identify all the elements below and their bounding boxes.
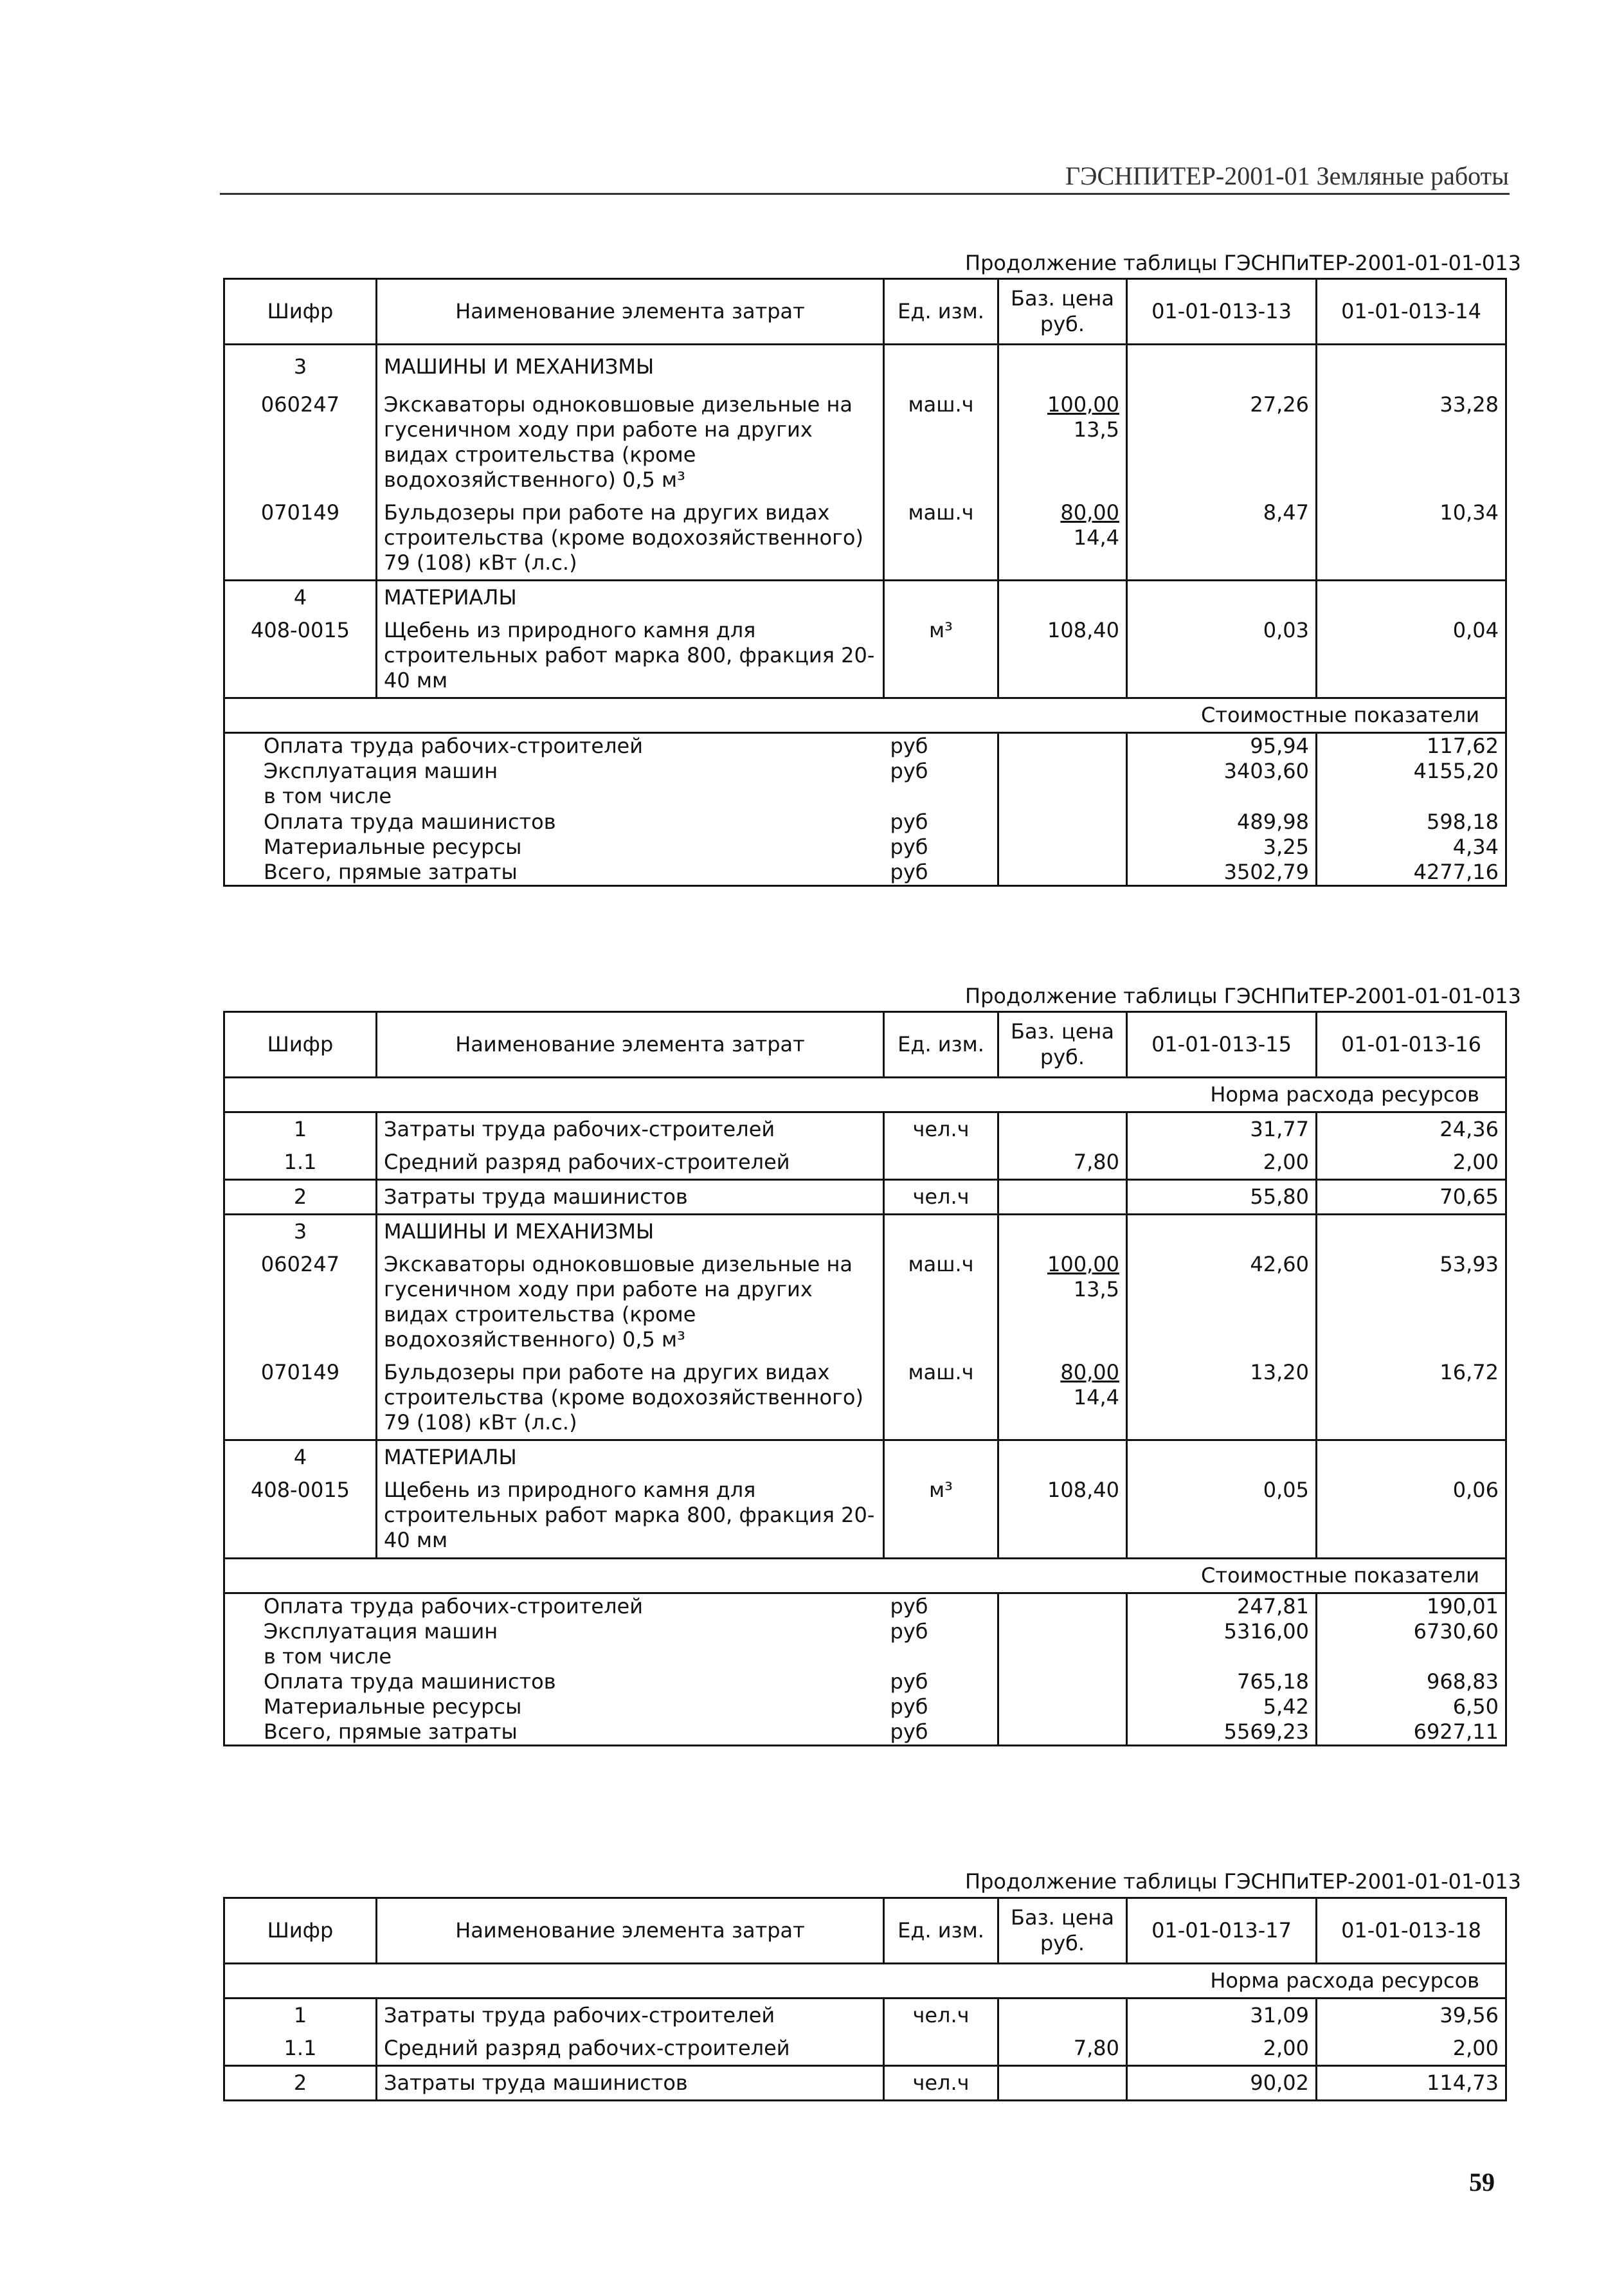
row-value-b: 39,56: [1317, 1999, 1506, 2033]
cost-label-row: [224, 1558, 1506, 1593]
price-value: 80,00: [1060, 500, 1119, 525]
col-price-header: Баз. цена руб.: [998, 1898, 1127, 1964]
row-code: 408-0015: [224, 614, 377, 698]
col-name-header: Наименование элемента затрат: [377, 1898, 884, 1964]
row-value-a: 42,60: [1127, 1248, 1317, 1356]
row-unit: чел.ч: [884, 1180, 998, 1215]
row-price: 108,40: [998, 1474, 1127, 1558]
row-value-b: 70,65: [1317, 1180, 1506, 1215]
row-name: Щебень из природного камня для строительных работ марка 800, фракция 20-40 мм: [377, 614, 884, 698]
row-name: Затраты труда рабочих-строителей: [377, 1999, 884, 2033]
section-title: МАШИНЫ И МЕХАНИЗМЫ: [377, 1215, 884, 1249]
row-name: Экскаваторы одноковшовые дизельные на гусеничном ходу при работе на других видах строительства (кроме водохозяйственного) 0,5 м³: [377, 388, 884, 496]
cost-label: Стоимостные показатели: [224, 698, 1506, 733]
norm-label-row: [224, 1964, 1506, 1999]
col-code-header: Шифр: [224, 1012, 377, 1078]
row-price: [998, 496, 1127, 581]
summary-unit: руб: [884, 733, 998, 759]
col-b-header: 01-01-013-14: [1317, 279, 1506, 345]
table2-caption: Продолжение таблицы ГЭСНПиТЕР-2001-01-01-013: [965, 984, 1521, 1008]
row-price: [998, 388, 1127, 496]
col-code-header: Шифр: [224, 279, 377, 345]
summary-value-b: 190,01: [1317, 1593, 1506, 1619]
summary-name: Эксплуатация машин: [224, 759, 884, 784]
summary-value-a: 95,94: [1127, 733, 1317, 759]
row-unit: чел.ч: [884, 1999, 998, 2033]
row-name: Затраты труда рабочих-строителей: [377, 1112, 884, 1147]
summary-value-a: 3502,79: [1127, 860, 1317, 886]
summary-value-b: 6,50: [1317, 1694, 1506, 1719]
summary-value-b: 4277,16: [1317, 860, 1506, 886]
table-row: [224, 614, 1506, 698]
summary-unit: руб: [890, 1618, 928, 1644]
section-title: МАТЕРИАЛЫ: [377, 581, 884, 615]
row-value-a: 27,26: [1127, 388, 1317, 496]
summary-row: [224, 1694, 1506, 1719]
row-code: 1.1: [224, 1146, 377, 1180]
row-unit: маш.ч: [884, 496, 998, 581]
row-value-b: 0,04: [1317, 614, 1506, 698]
table-row: [224, 1215, 1506, 1249]
summary-name: Материальные ресурсы: [224, 1694, 884, 1719]
summary-name: Оплата труда рабочих-строителей: [224, 733, 884, 759]
row-unit: маш.ч: [884, 1248, 998, 1356]
summary-unit: руб: [890, 1669, 928, 1694]
row-unit: м³: [884, 1474, 998, 1558]
summary-value-b: 6927,11: [1317, 1719, 1506, 1746]
price-secondary: 13,5: [1073, 1277, 1119, 1302]
row-name: Средний разряд рабочих-строителей: [377, 2032, 884, 2066]
summary-unit: руб: [890, 809, 928, 834]
row-unit: маш.ч: [884, 388, 998, 496]
summary-value-b: 117,62: [1317, 733, 1506, 759]
price-secondary: 14,4: [1073, 1385, 1119, 1410]
price-value: 100,00: [1047, 1252, 1119, 1277]
row-price: [998, 1356, 1127, 1440]
summary-row: [224, 1619, 1506, 1644]
row-code: 1.1: [224, 2032, 377, 2066]
row-code: 060247: [224, 1248, 377, 1356]
col-name-header: Наименование элемента затрат: [377, 1012, 884, 1078]
summary-row: [224, 810, 1506, 835]
table-row: [224, 496, 1506, 581]
price-value: 100,00: [1047, 392, 1119, 417]
row-code: 3: [224, 1215, 377, 1249]
table-row: [224, 581, 1506, 615]
row-value-a: 8,47: [1127, 496, 1317, 581]
summary-unit: руб: [884, 1719, 998, 1746]
row-code: 408-0015: [224, 1474, 377, 1558]
summary-unit: руб: [890, 759, 928, 784]
table-row: [224, 345, 1506, 389]
summary-name: Всего, прямые затраты: [224, 860, 884, 886]
row-code: 1: [224, 1999, 377, 2033]
summary-row: [224, 1593, 1506, 1619]
row-name: Средний разряд рабочих-строителей: [377, 1146, 884, 1180]
running-header: ГЭСНПИТЕР-2001-01 Земляные работы: [1065, 161, 1509, 190]
row-name: Бульдозеры при работе на других видах строительства (кроме водохозяйственного) 79 (108) кВт (л.с.): [377, 496, 884, 581]
row-price: 7,80: [998, 1146, 1127, 1180]
row-name: Затраты труда машинистов: [377, 2066, 884, 2101]
table-row: [224, 1474, 1506, 1558]
summary-name: Всего, прямые затраты: [224, 1719, 884, 1746]
summary-name: Материальные ресурсы: [224, 835, 884, 860]
row-value-a: 13,20: [1127, 1356, 1317, 1440]
row-value-b: 2,00: [1317, 2032, 1506, 2066]
table1-caption: Продолжение таблицы ГЭСНПиТЕР-2001-01-01-013: [965, 251, 1521, 275]
summary-name: Оплата труда машинистов: [224, 810, 884, 835]
summary-value-b: 6730,60: [1317, 1619, 1506, 1644]
table-row: [224, 1248, 1506, 1356]
summary-row: [224, 759, 1506, 784]
row-value-a: 90,02: [1127, 2066, 1317, 2101]
summary-row: [224, 784, 1506, 809]
col-unit-header: Ед. изм.: [884, 1012, 998, 1078]
summary-value-b: 4155,20: [1317, 759, 1506, 784]
row-code: 060247: [224, 388, 377, 496]
row-value-b: 16,72: [1317, 1356, 1506, 1440]
summary-value-a: 247,81: [1127, 1593, 1317, 1619]
norm-label: Норма расхода ресурсов: [224, 1964, 1506, 1999]
summary-name: в том числе: [224, 784, 884, 809]
table3-header-row: [224, 1898, 1506, 1964]
row-value-b: 10,34: [1317, 496, 1506, 581]
price-secondary: 13,5: [1073, 417, 1119, 442]
row-unit: чел.ч: [884, 1112, 998, 1147]
row-value-b: 0,06: [1317, 1474, 1506, 1558]
section-title: МАТЕРИАЛЫ: [377, 1440, 884, 1474]
row-code: 070149: [224, 496, 377, 581]
table-row: [224, 2032, 1506, 2066]
table3-caption: Продолжение таблицы ГЭСНПиТЕР-2001-01-01-013: [965, 1869, 1521, 1894]
summary-row: [224, 733, 1506, 759]
summary-name: Оплата труда рабочих-строителей: [224, 1593, 884, 1619]
table2: [223, 1011, 1507, 1746]
col-a-header: 01-01-013-17: [1127, 1898, 1317, 1964]
summary-name: Оплата труда машинистов: [224, 1669, 884, 1694]
summary-row: [224, 1719, 1506, 1746]
row-code: 1: [224, 1112, 377, 1147]
row-name: Бульдозеры при работе на других видах строительства (кроме водохозяйственного) 79 (108) кВт (л.с.): [377, 1356, 884, 1440]
summary-value-a: 5569,23: [1127, 1719, 1317, 1746]
summary-value-a: 765,18: [1127, 1669, 1317, 1694]
row-name: Затраты труда машинистов: [377, 1180, 884, 1215]
table3: [223, 1897, 1507, 2101]
row-value-b: 2,00: [1317, 1146, 1506, 1180]
col-unit-header: Ед. изм.: [884, 1898, 998, 1964]
summary-name: Эксплуатация машин: [224, 1619, 884, 1644]
summary-unit: руб: [890, 1694, 928, 1719]
table-row: [224, 1112, 1506, 1147]
row-value-a: 2,00: [1127, 1146, 1317, 1180]
header-rule: [220, 193, 1510, 195]
summary-value-b: 598,18: [1317, 810, 1506, 835]
row-value-a: 2,00: [1127, 2032, 1317, 2066]
row-price: 7,80: [998, 2032, 1127, 2066]
col-unit-header: Ед. изм.: [884, 279, 998, 345]
row-value-a: 31,09: [1127, 1999, 1317, 2033]
summary-unit: руб: [884, 1593, 998, 1619]
row-value-b: 33,28: [1317, 388, 1506, 496]
row-unit: чел.ч: [884, 2066, 998, 2101]
row-price: 108,40: [998, 614, 1127, 698]
row-price: [998, 1248, 1127, 1356]
row-value-a: 31,77: [1127, 1112, 1317, 1147]
norm-label-row: [224, 1078, 1506, 1112]
col-b-header: 01-01-013-18: [1317, 1898, 1506, 1964]
row-unit: м³: [884, 614, 998, 698]
row-value-b: 114,73: [1317, 2066, 1506, 2101]
row-code: 070149: [224, 1356, 377, 1440]
norm-label: Норма расхода ресурсов: [224, 1078, 1506, 1112]
summary-value-a: 489,98: [1127, 810, 1317, 835]
summary-value-b: 4,34: [1317, 835, 1506, 860]
row-value-a: 0,05: [1127, 1474, 1317, 1558]
col-a-header: 01-01-013-15: [1127, 1012, 1317, 1078]
page-number: 59: [1469, 2168, 1495, 2197]
col-b-header: 01-01-013-16: [1317, 1012, 1506, 1078]
row-code: 2: [224, 2066, 377, 2101]
table2-header-row: [224, 1012, 1506, 1078]
summary-value-a: 3,25: [1127, 835, 1317, 860]
cost-label: Стоимостные показатели: [224, 1558, 1506, 1593]
summary-row: [224, 835, 1506, 860]
col-name-header: Наименование элемента затрат: [377, 279, 884, 345]
summary-name: в том числе: [224, 1644, 884, 1669]
col-code-header: Шифр: [224, 1898, 377, 1964]
row-code: 4: [224, 581, 377, 615]
summary-value-b: 968,83: [1317, 1669, 1506, 1694]
section-title: МАШИНЫ И МЕХАНИЗМЫ: [377, 345, 884, 389]
summary-row: [224, 1644, 1506, 1669]
table-row: [224, 1146, 1506, 1180]
row-value-a: 55,80: [1127, 1180, 1317, 1215]
row-unit: маш.ч: [884, 1356, 998, 1440]
summary-value-a: 5,42: [1127, 1694, 1317, 1719]
table1-header-row: [224, 279, 1506, 345]
row-value-b: 53,93: [1317, 1248, 1506, 1356]
row-code: 3: [224, 345, 377, 389]
row-value-a: 0,03: [1127, 614, 1317, 698]
cost-label-row: [224, 698, 1506, 733]
table1: [223, 278, 1507, 887]
table-row: [224, 388, 1506, 496]
summary-unit: руб: [890, 834, 928, 859]
summary-value-a: 5316,00: [1127, 1619, 1317, 1644]
summary-row: [224, 1669, 1506, 1694]
col-price-header: Баз. цена руб.: [998, 279, 1127, 345]
row-name: Экскаваторы одноковшовые дизельные на гусеничном ходу при работе на других видах строительства (кроме водохозяйственного) 0,5 м³: [377, 1248, 884, 1356]
table-row: [224, 1180, 1506, 1215]
col-price-header: Баз. цена руб.: [998, 1012, 1127, 1078]
table-row: [224, 1356, 1506, 1440]
summary-unit: руб: [884, 860, 998, 886]
summary-row: [224, 860, 1506, 886]
table-row: [224, 1999, 1506, 2033]
table-row: [224, 2066, 1506, 2101]
summary-value-a: 3403,60: [1127, 759, 1317, 784]
row-code: 4: [224, 1440, 377, 1474]
price-value: 80,00: [1060, 1360, 1119, 1385]
table-row: [224, 1440, 1506, 1474]
row-name: Щебень из природного камня для строительных работ марка 800, фракция 20-40 мм: [377, 1474, 884, 1558]
row-value-b: 24,36: [1317, 1112, 1506, 1147]
col-a-header: 01-01-013-13: [1127, 279, 1317, 345]
row-code: 2: [224, 1180, 377, 1215]
price-secondary: 14,4: [1073, 525, 1119, 550]
